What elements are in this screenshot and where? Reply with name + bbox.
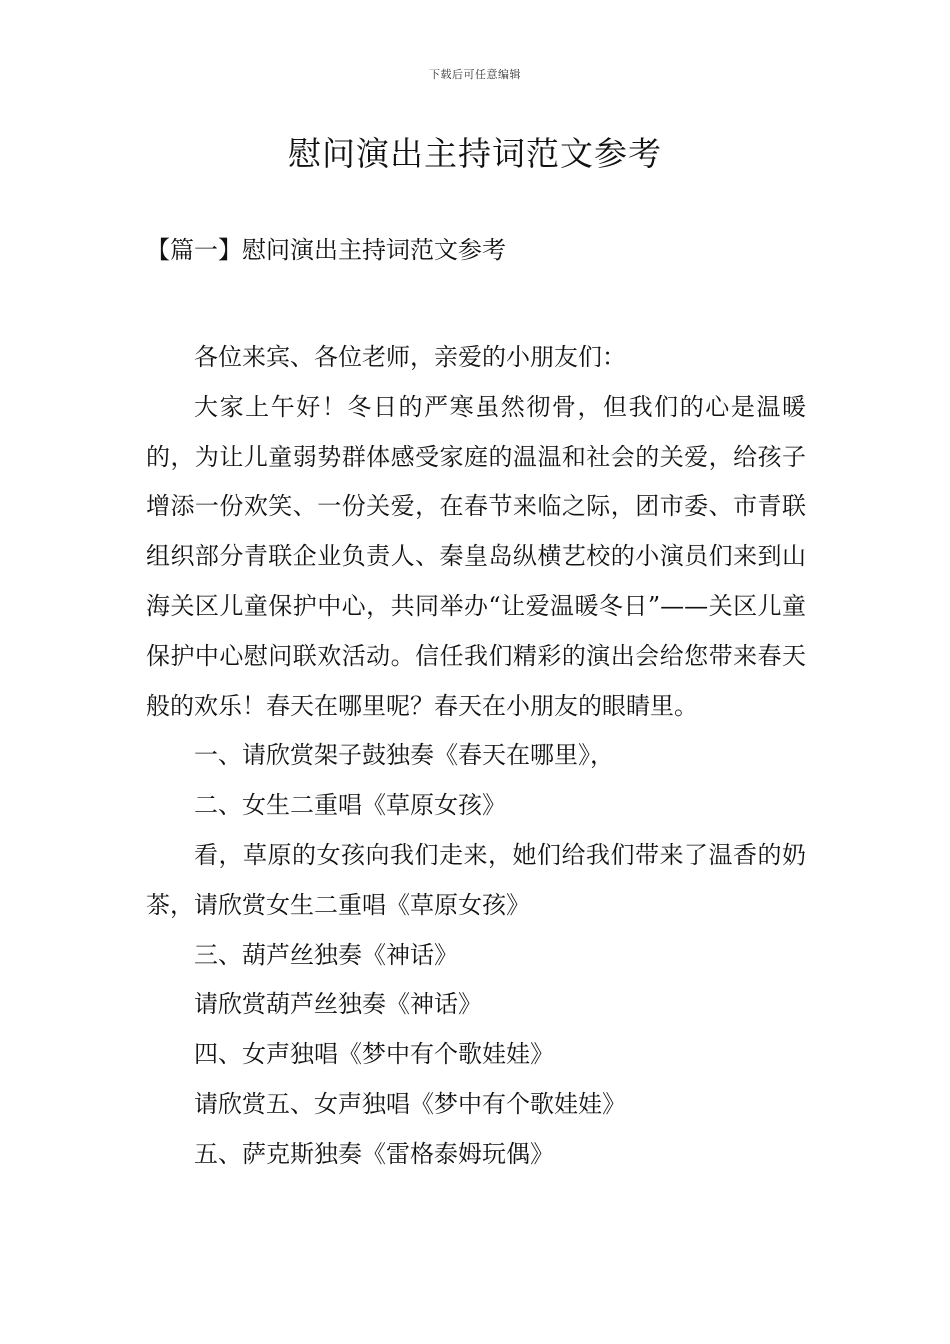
program-item-4: 四、女声独唱《梦中有个歌娃娃》 — [194, 1040, 554, 1069]
document-title: 慰问演出主持词范文参考 — [288, 134, 662, 173]
document-body — [146, 333, 806, 1180]
paragraph-intro-3: 请欣赏葫芦丝独奏《神话》 — [194, 990, 482, 1019]
program-item-5: 五、萨克斯独奏《雷格泰姆玩偶》 — [194, 1139, 554, 1168]
paragraph-greeting: 各位来宾、各位老师，亲爱的小朋友们： — [194, 343, 626, 371]
header-note: 下载后可任意编辑 — [429, 68, 521, 81]
paragraph-intro-4: 请欣赏五、女声独唱《梦中有个歌娃娃》 — [194, 1089, 626, 1118]
program-item-1: 一、请欣赏架子鼓独奏《春天在哪里》， — [194, 741, 614, 770]
section-heading: 【篇一】慰问演出主持词范文参考 — [146, 236, 506, 264]
program-item-3: 三、葫芦丝独奏《神话》 — [194, 940, 458, 969]
paragraph-intro: 大家上午好！冬日的严寒虽然彻骨，但我们的心是温暖的，为让儿童弱势群体感受家庭的温温和社会的关爱，给孩子增添一份欢笑、一份关爱，在春节来临之际，团市委、市青联组织部分青联企业负责人、秦皇岛纵横艺校的小演员们来到山海关区儿童保护中心，共同举办“让爱温暖冬日”——关区儿童保护中心慰问联欢活动。信任我们精彩的演出会给您带来春天般的欢乐！春天在哪里呢？春天在小朋友的眼睛里。 — [146, 392, 806, 720]
paragraph-intro-2: 看，草原的女孩向我们走来，她们给我们带来了温香的奶茶，请欣赏女生二重唱《草原女孩》 — [146, 840, 806, 919]
program-item-2: 二、女生二重唱《草原女孩》 — [194, 791, 506, 820]
